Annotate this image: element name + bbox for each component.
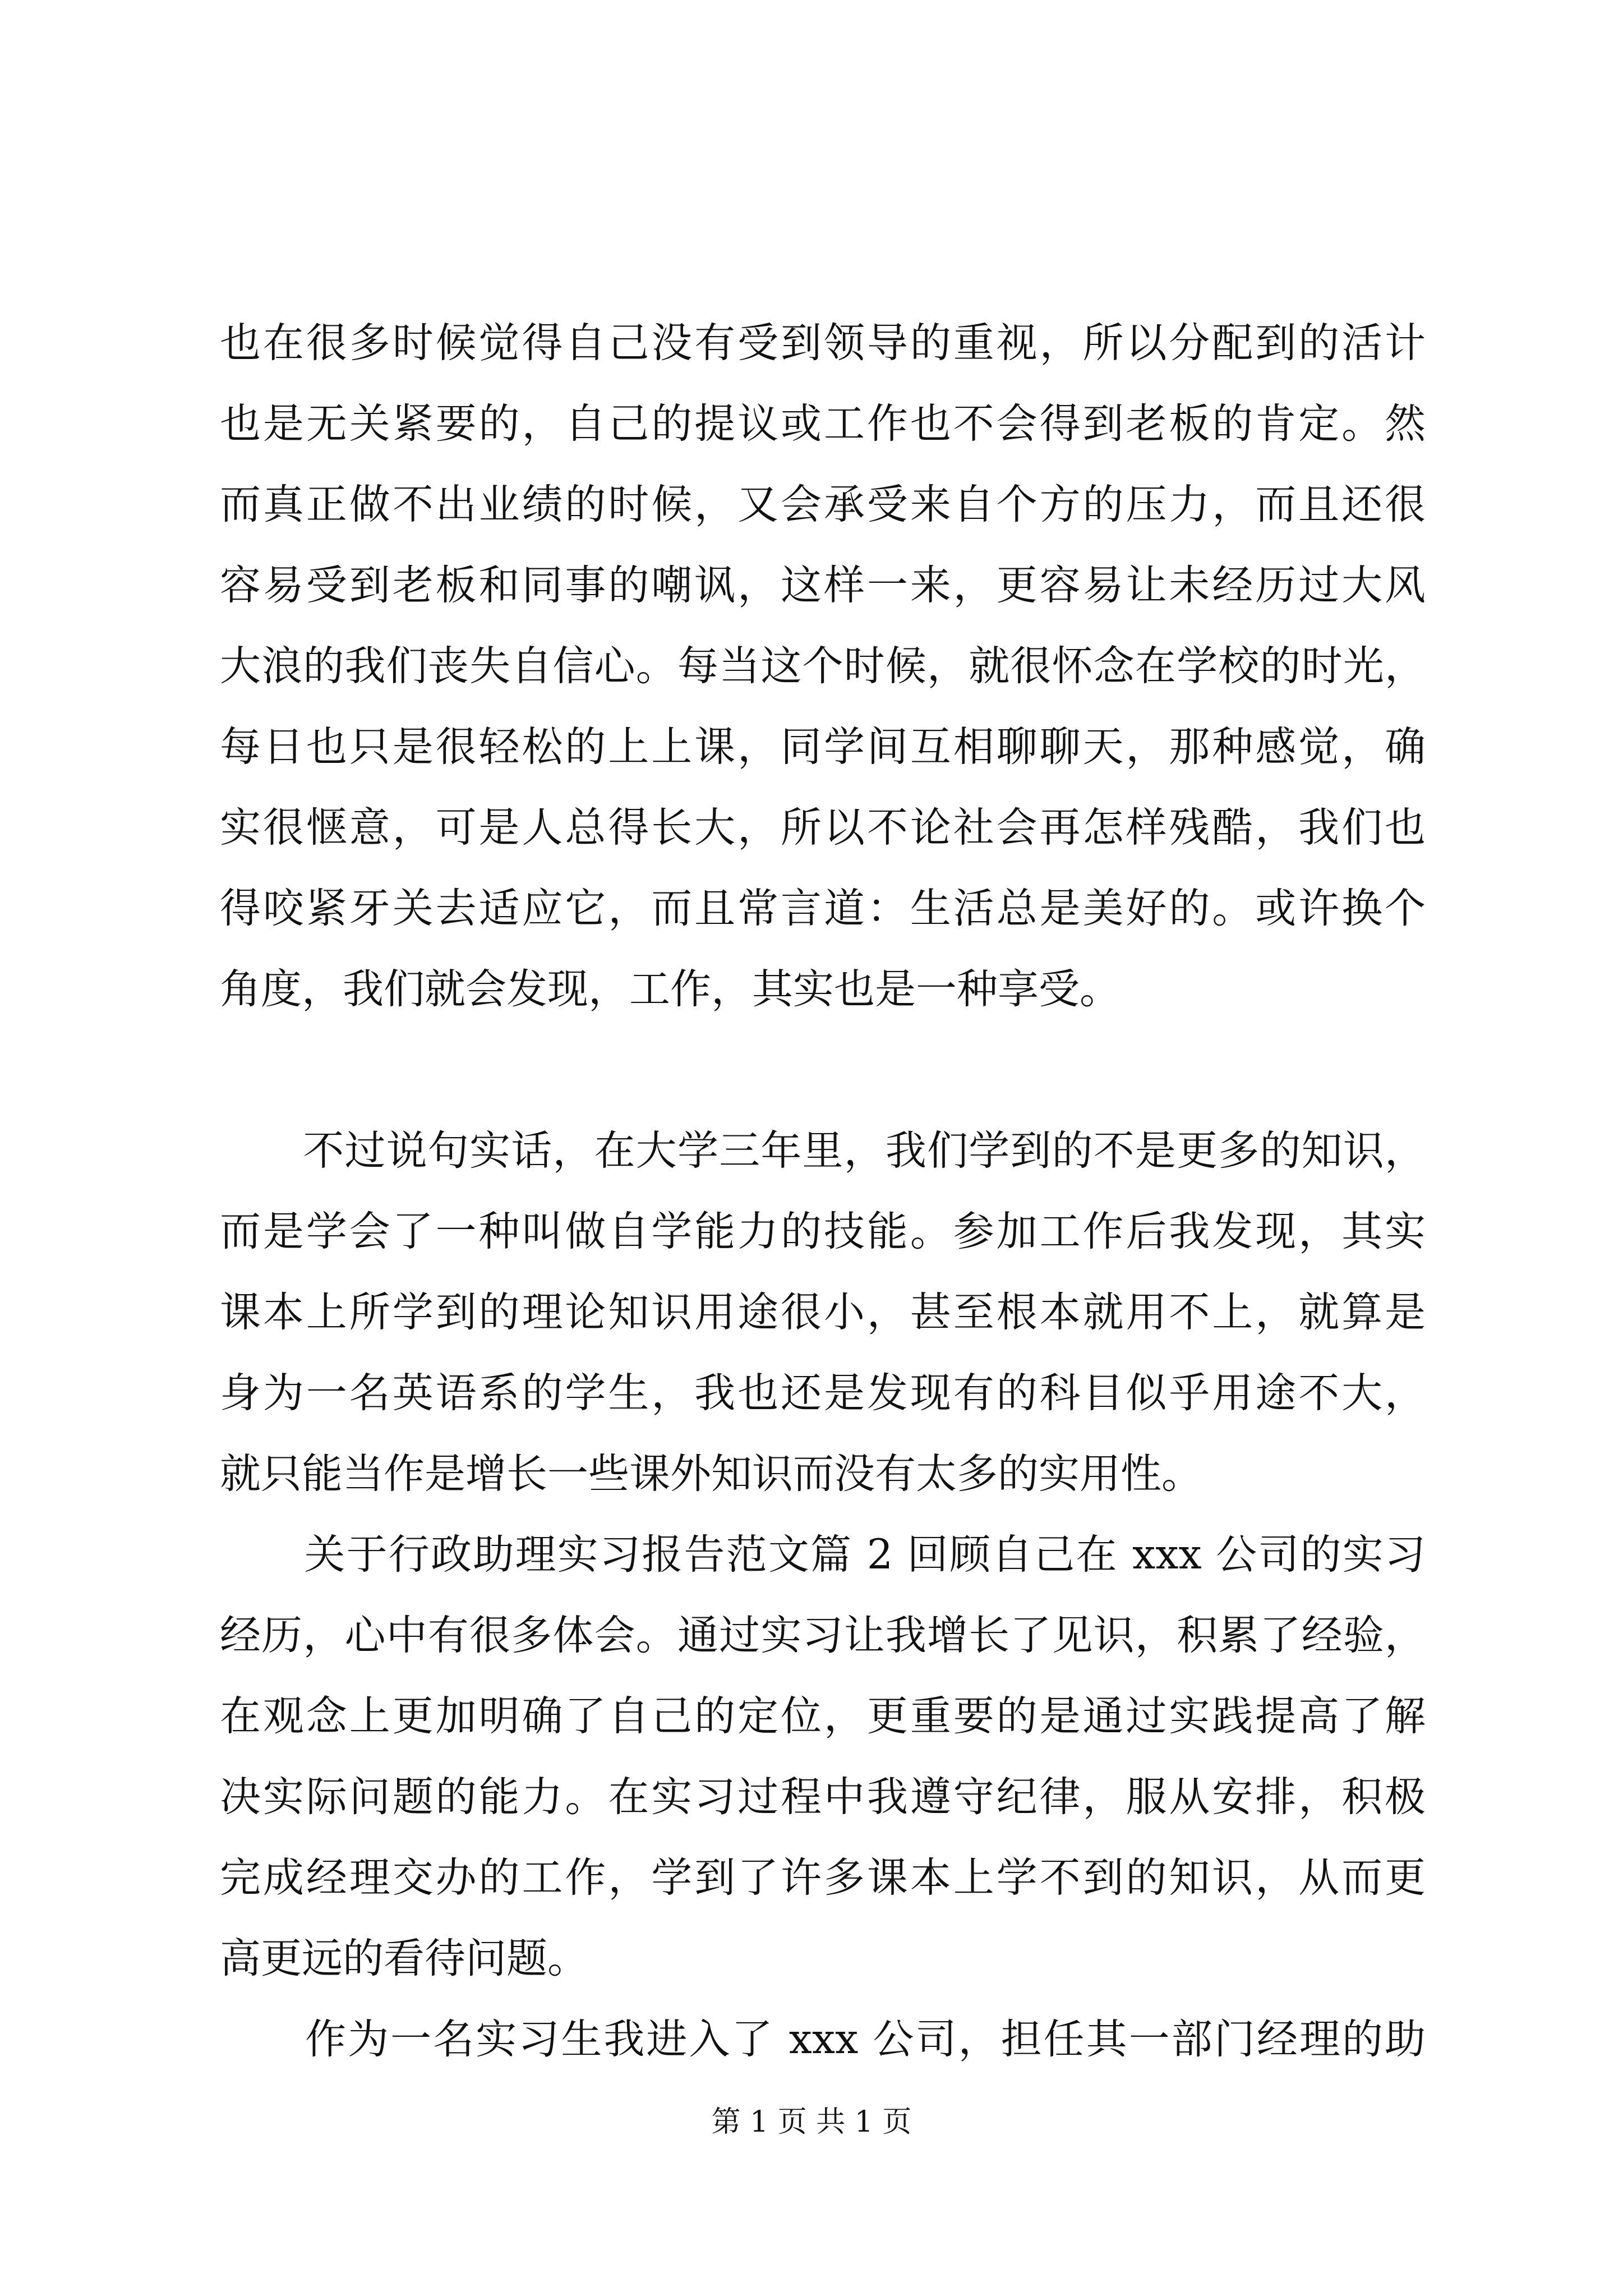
text-line: 角度，我们就会发现，工作，其实也是一种享受。 (220, 965, 1121, 1013)
text-line: 得咬紧牙关去适应它，而且常言道：生活总是美好的。或许换个 (220, 885, 1426, 932)
document-body (220, 303, 1426, 2080)
text-line: 关于行政助理实习报告范文篇 2 回顾自己在 xxx 公司的实习 (220, 1531, 1426, 1579)
paragraph-2 (220, 1111, 1426, 1515)
paragraph-3 (220, 1515, 1426, 1999)
text-line: 就只能当作是增长一些课外知识而没有太多的实用性。 (220, 1450, 1202, 1498)
text-line: 完成经理交办的工作，学到了许多课本上学不到的知识，从而更 (220, 1854, 1426, 1902)
text-line: 作为一名实习生我进入了 xxx 公司，担任其一部门经理的助 (220, 2016, 1426, 2063)
text-line: 而真正做不出业绩的时候，又会承受来自个方的压力，而且还很 (220, 481, 1426, 528)
text-line: 而是学会了一种叫做自学能力的技能。参加工作后我发现，其实 (220, 1208, 1426, 1255)
text-line: 不过说句实话，在大学三年里，我们学到的不是更多的知识， (220, 1127, 1426, 1175)
text-line: 大浪的我们丧失自信心。每当这个时候，就很怀念在学校的时光， (220, 642, 1426, 690)
text-line: 每日也只是很轻松的上上课，同学间互相聊聊天，那种感觉，确 (220, 723, 1426, 771)
text-line: 决实际问题的能力。在实习过程中我遵守纪律，服从安排，积极 (220, 1773, 1426, 1821)
text-line: 课本上所学到的理论知识用途很小，甚至根本就用不上，就算是 (220, 1289, 1426, 1336)
page-footer: 第 1 页 共 1 页 (711, 2105, 912, 2139)
text-line: 也在很多时候觉得自己没有受到领导的重视，所以分配到的活计 (220, 319, 1426, 367)
text-line: 也是无关紧要的，自己的提议或工作也不会得到老板的肯定。然 (220, 400, 1426, 448)
paragraph-1 (220, 303, 1426, 1111)
text-line: 经历，心中有很多体会。通过实习让我增长了见识，积累了经验， (220, 1612, 1426, 1659)
text-line: 在观念上更加明确了自己的定位，更重要的是通过实践提高了解 (220, 1692, 1426, 1740)
text-line: 实很惬意，可是人总得长大，所以不论社会再怎样残酷，我们也 (220, 804, 1426, 852)
paragraph-4 (220, 1999, 1426, 2080)
text-line: 高更远的看待问题。 (220, 1935, 588, 1982)
text-line: 身为一名英语系的学生，我也还是发现有的科目似乎用途不大， (220, 1369, 1426, 1417)
text-line: 容易受到老板和同事的嘲讽，这样一来，更容易让未经历过大风 (220, 562, 1426, 609)
